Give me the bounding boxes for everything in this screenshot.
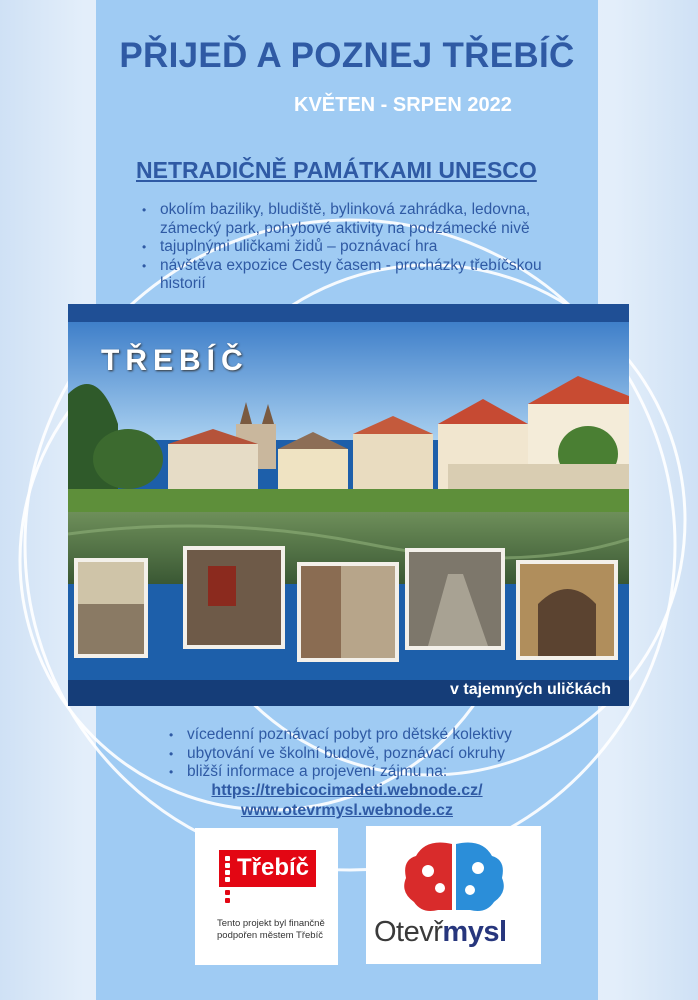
- trebic-logo-dots: [225, 856, 231, 884]
- trebic-logo-text: Třebíč: [237, 854, 310, 881]
- trebic-logo: [219, 850, 316, 887]
- photo-title: TŘEBÍČ: [101, 344, 249, 377]
- list-item: • vícedenní poznávací pobyt pro dětské kolektivy: [168, 726, 588, 745]
- trebic-photo-collage: [68, 304, 629, 706]
- otevrmysl-wordmark: [374, 916, 507, 949]
- list-item: • tajuplnými uličkami židů – poznávací hra: [141, 238, 591, 257]
- link-otevrmysl[interactable]: www.otevrmysl.webnode.cz: [241, 802, 453, 819]
- list-item: • ubytování ve školní budově, poznávací okruhy: [168, 745, 588, 764]
- list-item: • okolím baziliky, bludiště, bylinková zahrádka, ledovna, zámecký park, pohybové aktivity na podzámecké nivě: [141, 201, 591, 238]
- trebic-logo-box: [195, 828, 338, 965]
- info-list: [168, 726, 588, 782]
- activities-list: [141, 201, 591, 294]
- trebic-sponsor-note: Tento projekt byl finančně podpořen městem Třebíč: [217, 918, 325, 941]
- section-subtitle: NETRADIČNĚ PAMÁTKAMI UNESCO: [136, 157, 537, 183]
- wordmark-light: Otevř: [374, 916, 443, 948]
- wordmark-bold: mysl: [442, 916, 507, 948]
- otevrmysl-logo-box: [366, 826, 541, 964]
- list-item: • návštěva expozice Cesty časem - procházky třebíčskou historií: [141, 257, 591, 294]
- page-title: PŘIJEĎ A POZNEJ TŘEBÍČ: [119, 36, 575, 75]
- date-range: KVĚTEN - SRPEN 2022: [294, 94, 512, 116]
- list-item: • bližší informace a projevení zájmu na:: [168, 763, 588, 782]
- photo-caption: v tajemných uličkách: [450, 681, 611, 698]
- link-trebicocimadeti[interactable]: https://trebicocimadeti.webnode.cz/: [211, 782, 483, 799]
